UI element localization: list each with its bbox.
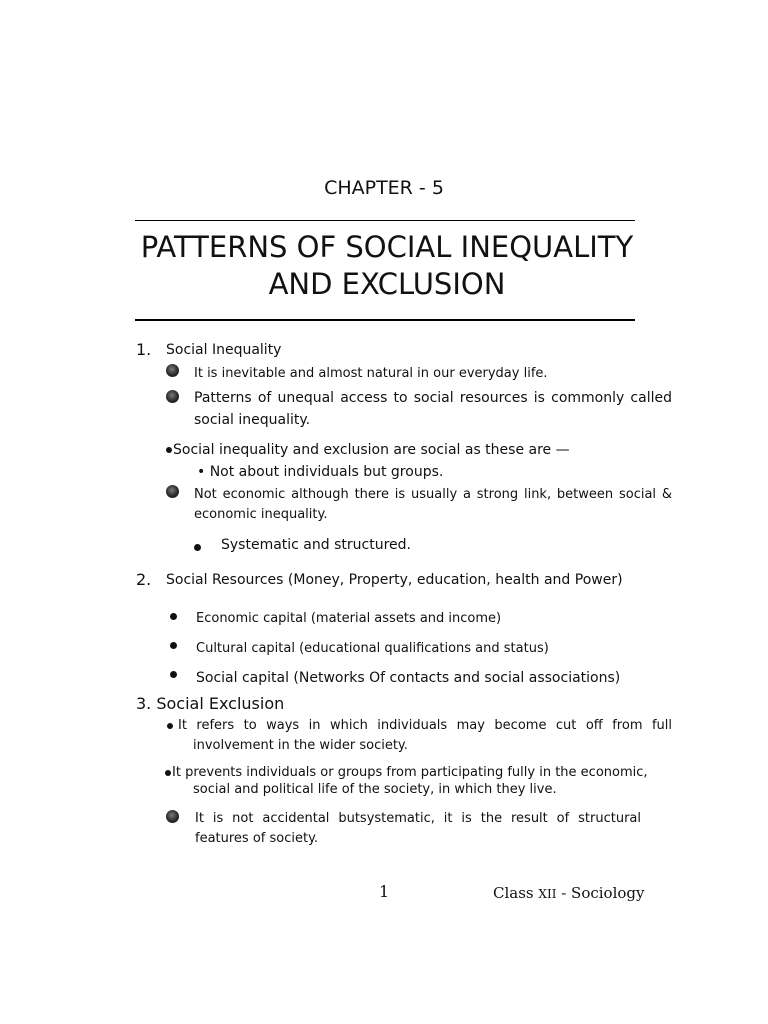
section1-point4-line1: Not economic although there is usually a strong link, between social & [194, 487, 672, 502]
chapter-label: CHAPTER - 5 [324, 177, 444, 199]
page-number: 1 [379, 882, 390, 901]
section3-point1-line1: It refers to ways in which individuals may become cut off from full [178, 718, 672, 733]
bullet-icon [165, 770, 171, 776]
section3-point1-line2: involvement in the wider society. [193, 738, 408, 753]
bullet-icon [194, 544, 201, 551]
top-divider [135, 220, 635, 221]
footer-class-number: XII [538, 887, 557, 901]
section2-heading: Social Resources (Money, Property, education, health and Power) [166, 572, 623, 588]
bullet-icon [170, 642, 177, 649]
section1-point2-line2: social inequality. [194, 412, 311, 428]
section3-point2-line1: It prevents individuals or groups from participating fully in the economic, [172, 765, 648, 780]
footer-subject: - Sociology [561, 884, 645, 902]
section3-point2-line2: social and political life of the society, in which they live. [193, 782, 557, 797]
section1-point3: Social inequality and exclusion are social as these are — [173, 442, 570, 458]
bullet-icon [166, 485, 179, 498]
bullet-icon [166, 364, 179, 377]
bullet-icon [166, 810, 179, 823]
section2-number: 2. [136, 570, 152, 589]
section1-point4-line2: economic inequality. [194, 507, 328, 522]
section2-item: Economic capital (material assets and income) [196, 611, 502, 626]
section2-item: Cultural capital (educational qualifications and status) [196, 641, 549, 656]
section3-heading: 3. Social Exclusion [136, 694, 285, 713]
section1-point5: Systematic and structured. [221, 537, 411, 553]
bullet-icon [167, 723, 173, 729]
section1-point3-sub: • Not about individuals but groups. [197, 464, 444, 480]
section1-heading: Social Inequality [166, 342, 282, 358]
section2-item: Social capital (Networks Of contacts and social associations) [196, 670, 621, 686]
section1-point1: It is inevitable and almost natural in our everyday life. [194, 366, 548, 381]
section1-point2-line1: Patterns of unequal access to social resources is commonly called [194, 390, 672, 406]
footer-class-label [493, 884, 645, 902]
bottom-divider [135, 319, 635, 321]
section3-point3-line1: It is not accidental butsystematic, it is the result of structural [195, 811, 641, 826]
footer-class-word: Class [493, 884, 534, 902]
bullet-icon [170, 613, 177, 620]
bullet-icon [170, 671, 177, 678]
section1-number: 1. [136, 340, 152, 359]
section3-point3-line2: features of society. [195, 831, 319, 846]
page-title-line1: PATTERNS OF SOCIAL INEQUALITY [140, 230, 634, 264]
bullet-icon [166, 447, 172, 453]
page-title-line2: AND EXCLUSION [268, 267, 506, 301]
bullet-icon [166, 390, 179, 403]
